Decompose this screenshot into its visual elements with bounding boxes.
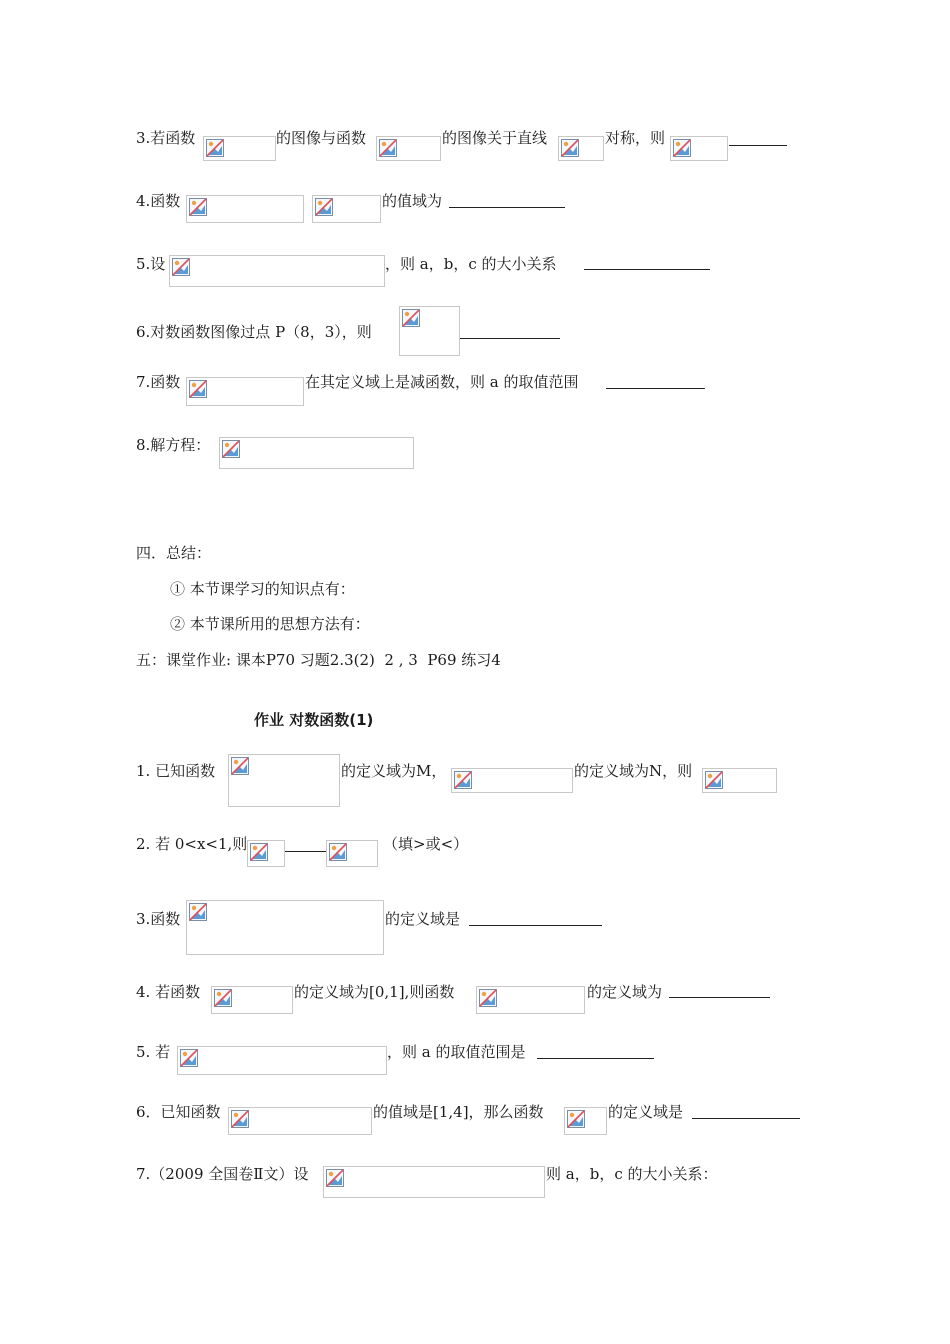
formula-image — [186, 900, 384, 955]
hw-q5-suffix: ，则 a 的取值范围是 — [387, 1043, 526, 1061]
q7-suffix: 在其定义域上是减函数，则 a 的取值范围 — [305, 373, 579, 391]
answer-blank — [584, 269, 710, 270]
formula-image — [186, 195, 304, 223]
hw-q6-prefix: 6．已知函数 — [136, 1103, 221, 1121]
formula-image — [702, 768, 777, 793]
summary-item-2: ② 本节课所用的思想方法有： — [170, 615, 370, 633]
formula-image — [219, 437, 414, 469]
q3-mid3: 对称，则 — [605, 129, 666, 147]
hw-q5-prefix: 5. 若 — [136, 1043, 171, 1061]
hw-q3-prefix: 3.函数 — [136, 910, 181, 928]
hw-q6-mid1: 的值域是[1,4]，那么函数 — [373, 1103, 544, 1121]
q5-suffix: ，则 a，b，c 的大小关系 — [385, 255, 557, 273]
q5-prefix: 5.设 — [136, 255, 166, 273]
formula-image — [169, 255, 385, 287]
hw-q2-suffix: （填>或<） — [383, 835, 469, 853]
formula-image — [228, 1107, 372, 1135]
q7-prefix: 7.函数 — [136, 373, 181, 391]
q4-prefix: 4.函数 — [136, 192, 181, 210]
q8-prefix: 8.解方程： — [136, 436, 211, 454]
hw-q1-prefix: 1. 已知函数 — [136, 762, 216, 780]
formula-image — [323, 1166, 545, 1198]
hw-q2-prefix: 2. 若 0<x<1,则 — [136, 835, 248, 853]
q3-mid1: 的图像与函数 — [276, 129, 367, 147]
summary-item-1: ① 本节课学习的知识点有： — [170, 580, 355, 598]
formula-image — [312, 195, 381, 223]
answer-blank — [606, 388, 705, 389]
hw-q1-mid1: 的定义域为M， — [341, 762, 447, 780]
hw-q3-suffix: 的定义域是 — [385, 910, 461, 928]
answer-blank — [460, 338, 560, 339]
hw-q6-suffix: 的定义域是 — [608, 1103, 684, 1121]
homework-title: 作业 对数函数(1) — [254, 711, 374, 729]
formula-image — [186, 377, 304, 406]
hw-q1-mid2: 的定义域为N，则 — [574, 762, 693, 780]
formula-image — [564, 1107, 607, 1135]
answer-blank — [537, 1058, 654, 1059]
formula-image — [326, 840, 378, 867]
q3-mid2: 的图像关于直线 — [442, 129, 548, 147]
answer-blank — [692, 1118, 800, 1119]
hw-q4-mid1: 的定义域为[0,1],则函数 — [294, 983, 455, 1001]
hw-q4-prefix: 4. 若函数 — [136, 983, 201, 1001]
q6-prefix: 6.对数函数图像过点 P（8，3），则 — [136, 323, 372, 341]
formula-image — [451, 768, 573, 793]
formula-image — [177, 1046, 387, 1075]
hw-q4-suffix: 的定义域为 — [587, 983, 663, 1001]
formula-image — [558, 136, 604, 161]
formula-image — [399, 306, 460, 356]
formula-image — [247, 840, 285, 867]
formula-image — [228, 754, 340, 807]
formula-image — [211, 986, 293, 1014]
answer-blank — [449, 207, 565, 208]
answer-blank — [469, 925, 602, 926]
formula-image — [203, 136, 276, 161]
summary-heading: 四．总结： — [136, 544, 212, 562]
q3-prefix: 3.若函数 — [136, 129, 196, 147]
hw-q7-prefix: 7.（2009 全国卷Ⅱ文）设 — [136, 1165, 309, 1183]
classwork: 五：课堂作业: 课本P70 习题2.3(2) 2 , 3 P69 练习4 — [136, 651, 501, 669]
q4-suffix: 的值域为 — [382, 192, 443, 210]
formula-image — [476, 986, 585, 1014]
hw-q7-suffix: 则 a，b，c 的大小关系： — [546, 1165, 718, 1183]
answer-blank — [285, 851, 326, 852]
formula-image — [376, 136, 441, 161]
answer-blank — [669, 997, 770, 998]
answer-blank — [729, 145, 787, 146]
formula-image — [670, 136, 728, 161]
